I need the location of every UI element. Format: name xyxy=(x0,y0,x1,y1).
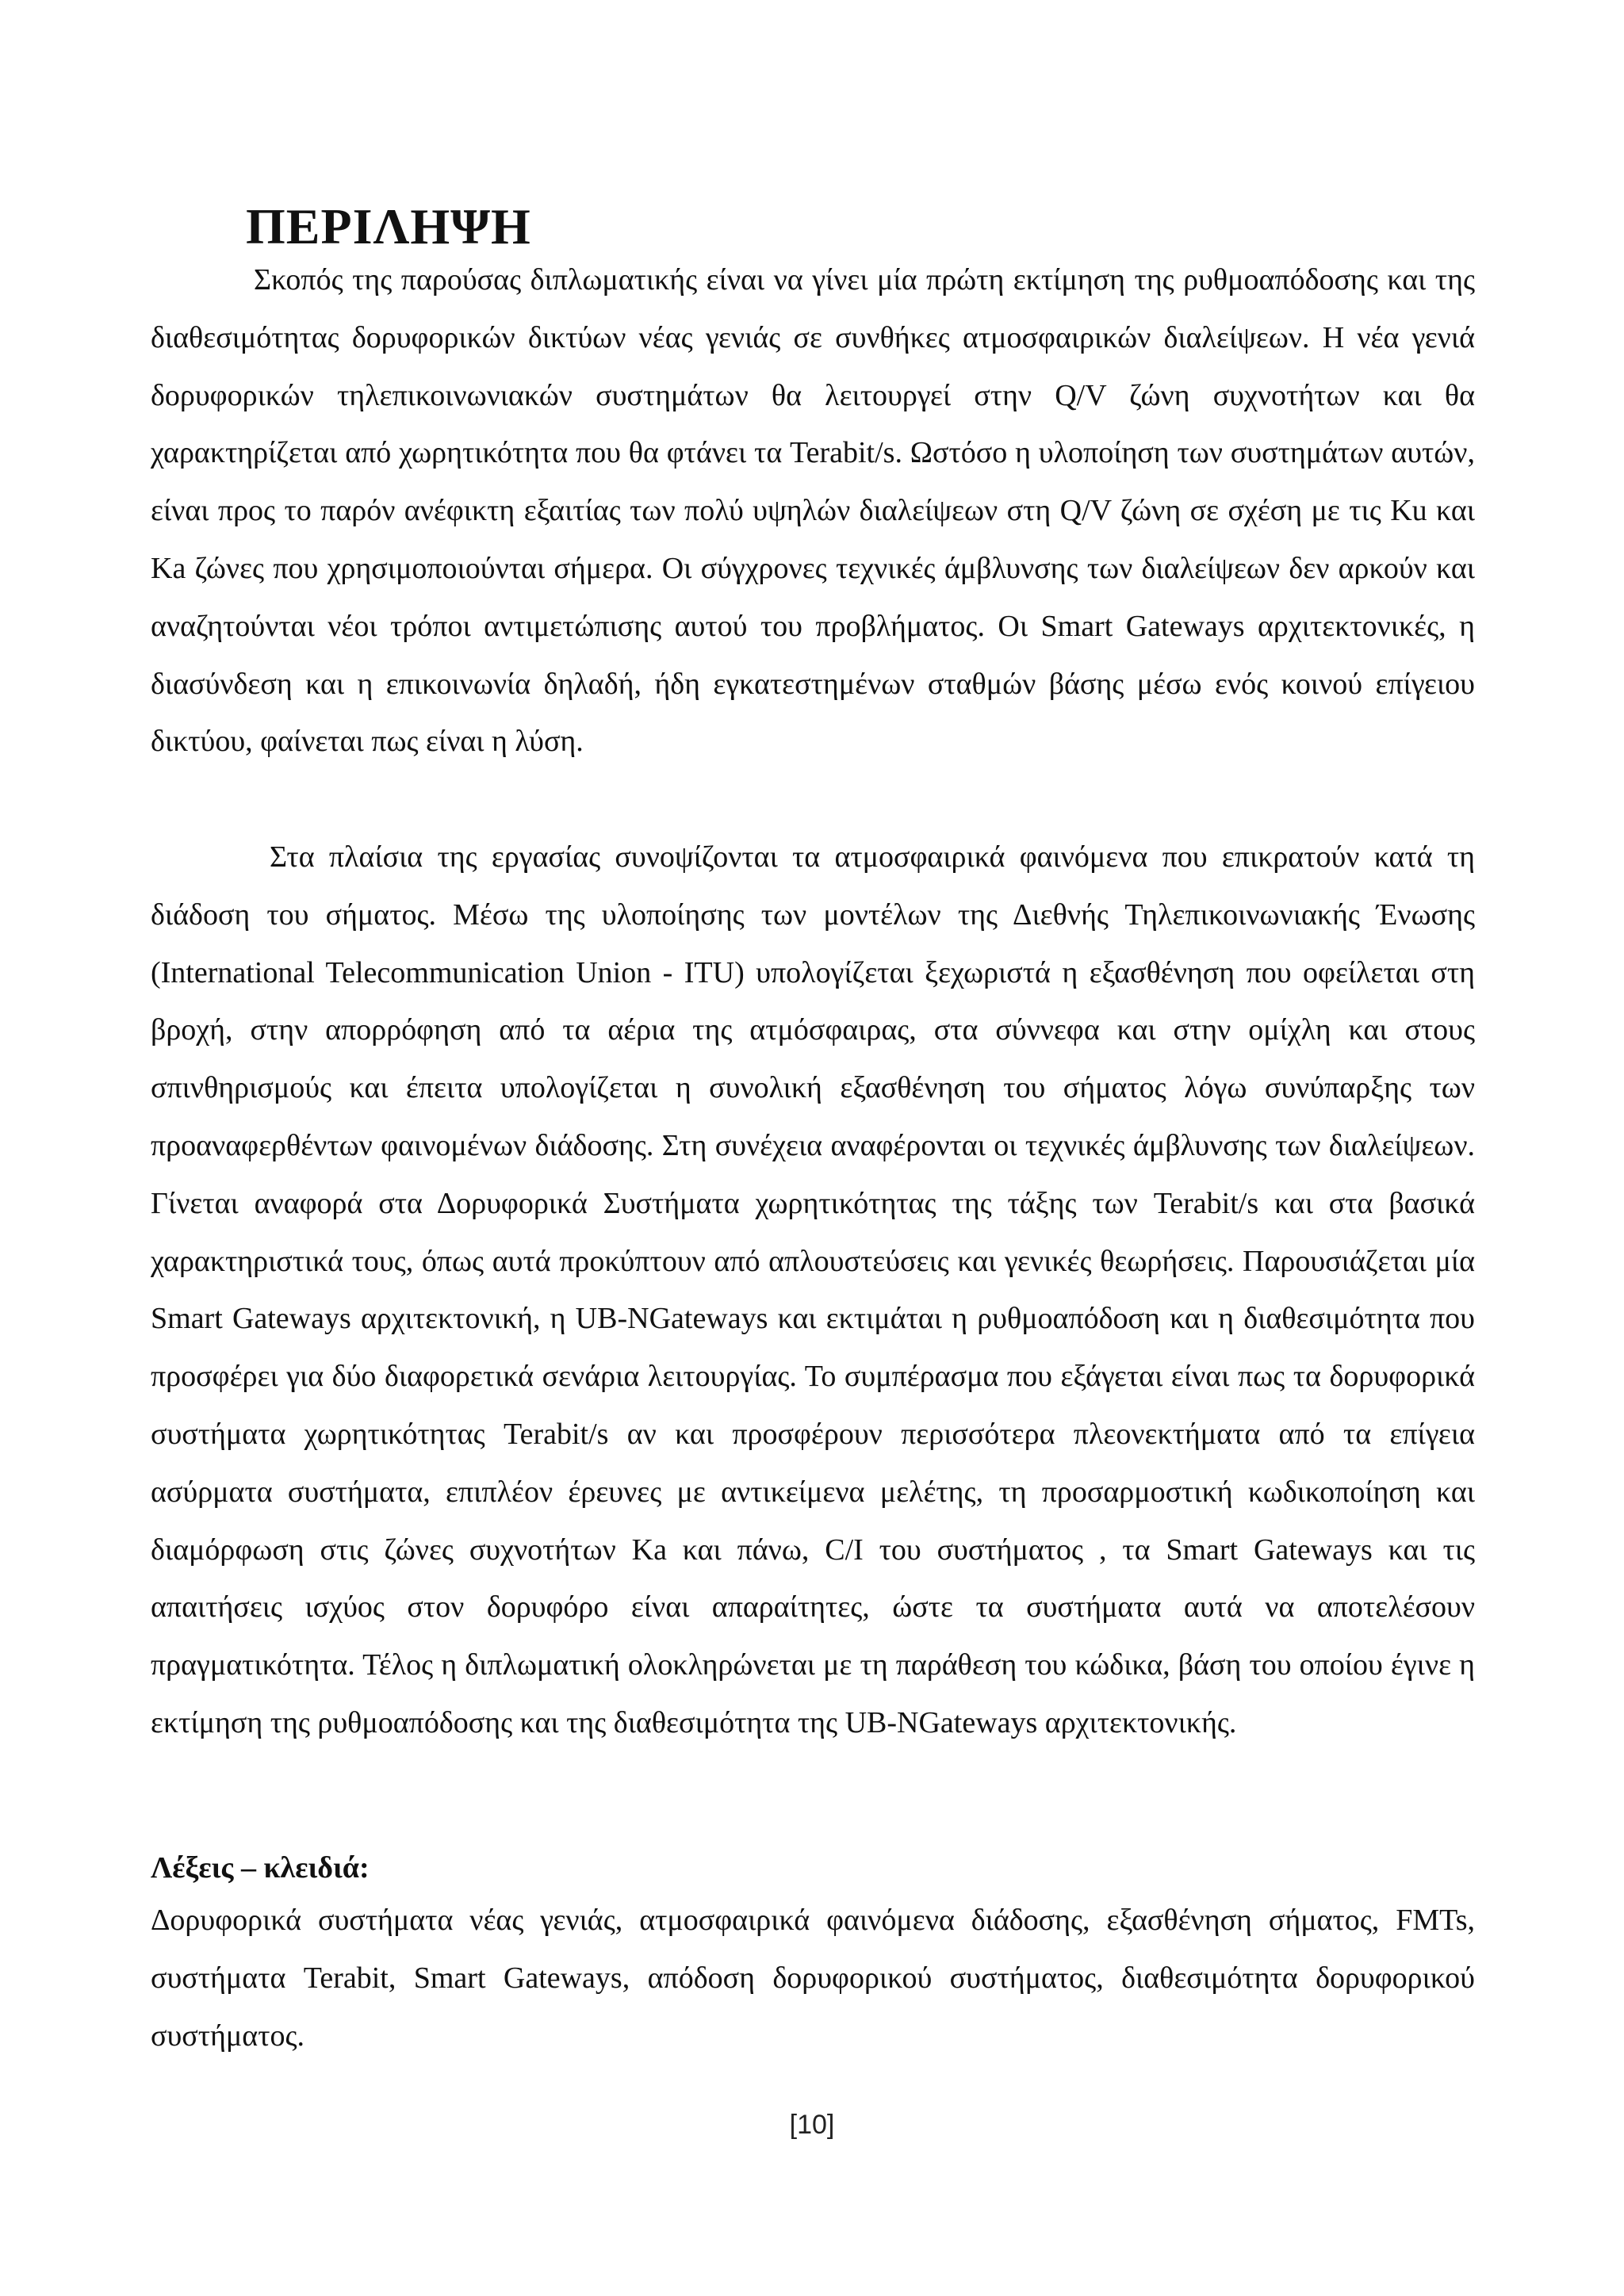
abstract-paragraph-2: Στα πλαίσια της εργασίας συνοψίζονται τα ατμοσφαιρικά φαινόμενα που επικρατούν κατά τη διάδοση του σήματος. Μέσω της υλοποίησης των μοντέλων της Διεθνής Τηλεπικοινωνιακής Ένωσης (International Telecommunication Union - ITU) υπολογίζεται ξεχωριστά η εξασθένηση που οφείλεται στη βροχή, στην απορρόφηση από τα αέρια της ατμόσφαιρας, στα σύννεφα και στην ομίχλη και στους σπινθηρισμούς και έπειτα υπολογίζεται η συνολική εξασθένηση του σήματος λόγω συνύπαρξης των προαναφερθέντων φαινομένων διάδοσης. Στη συνέχεια αναφέρονται οι τεχνικές άμβλυνσης των διαλείψεων. Γίνεται αναφορά στα Δορυφορικά Συστήματα χωρητικότητας της τάξης των Terabit/s και στα βασικά χαρακτηριστικά τους, όπως αυτά προκύπτουν από απλουστεύσεις και γενικές θεωρήσεις. Παρουσιάζεται μία Smart Gateways αρχιτεκτονική, η UB-NGateways και εκτιμάται η ρυθμοαπόδοση και η διαθεσιμότητα που προσφέρει για δύο διαφορετικά σενάρια λειτουργίας. Το συμπέρασμα που εξάγεται είναι πως τα δορυφορικά συστήματα χωρητικότητας Terabit/s αν και προσφέρουν περισσότερα πλεονεκτήματα από τα επίγεια ασύρματα συστήματα, επιπλέον έρευνες με αντικείμενα μελέτης, τη προσαρμοστική κωδικοποίηση και διαμόρφωση στις ζώνες συχνοτήτων Ka και πάνω, C/I του συστήματος , τα Smart Gateways και τις απαιτήσεις ισχύος στον δορυφόρο είναι απαραίτητες, ώστε τα συστήματα αυτά να αποτελέσουν πραγματικότητα. Τέλος η διπλωματική ολοκληρώνεται με τη παράθεση του κώδικα, βάση του οποίου έγινε η εκτίμηση της ρυθμοαπόδοσης και της διαθεσιμότητα της UB-NGateways αρχιτεκτονικής. xyxy=(151,840,1475,1739)
page-number: [10] xyxy=(789,2110,835,2140)
keywords-heading: Λέξεις – κλειδιά: xyxy=(151,1851,370,1885)
abstract-paragraph-1: Σκοπός της παρούσας διπλωματικής είναι να γίνει μία πρώτη εκτίμηση της ρυθμοαπόδοσης και της διαθεσιμότητας δορυφορικών δικτύων νέας γενιάς σε συνθήκες ατμοσφαιρικών διαλείψεων. Η νέα γενιά δορυφορικών τηλεπικοινωνιακών συστημάτων θα λειτουργεί στην Q/V ζώνη συχνοτήτων και θα χαρακτηρίζεται από χωρητικότητα που θα φτάνει τα Terabit/s. Ωστόσο η υλοποίηση των συστημάτων αυτών, είναι προς το παρόν ανέφικτη εξαιτίας των πολύ υψηλών διαλείψεων στη Q/V ζώνη σε σχέση με τις Ku και Ka ζώνες που χρησιμοποιούνται σήμερα. Οι σύγχρονες τεχνικές άμβλυνσης των διαλείψεων δεν αρκούν και αναζητούνται νέοι τρόποι αντιμετώπισης αυτού του προβλήματος. Οι Smart Gateways αρχιτεκτονικές, η διασύνδεση και η επικοινωνία δηλαδή, ήδη εγκατεστημένων σταθμών βάσης μέσω ενός κοινού επίγειου δικτύου, φαίνεται πως είναι η λύση. xyxy=(151,263,1475,759)
document-page xyxy=(151,0,1475,2296)
page-title: ΠΕΡΙΛΗΨΗ xyxy=(246,198,531,254)
keywords-text: Δορυφορικά συστήματα νέας γενιάς, ατμοσφαιρικά φαινόμενα διάδοσης, εξασθένηση σήματος, FMTs, συστήματα Terabit, Smart Gateways, απόδοση δορυφορικού συστήματος, διαθεσιμότητα δορυφορικού συστήματος. xyxy=(151,1904,1475,2053)
